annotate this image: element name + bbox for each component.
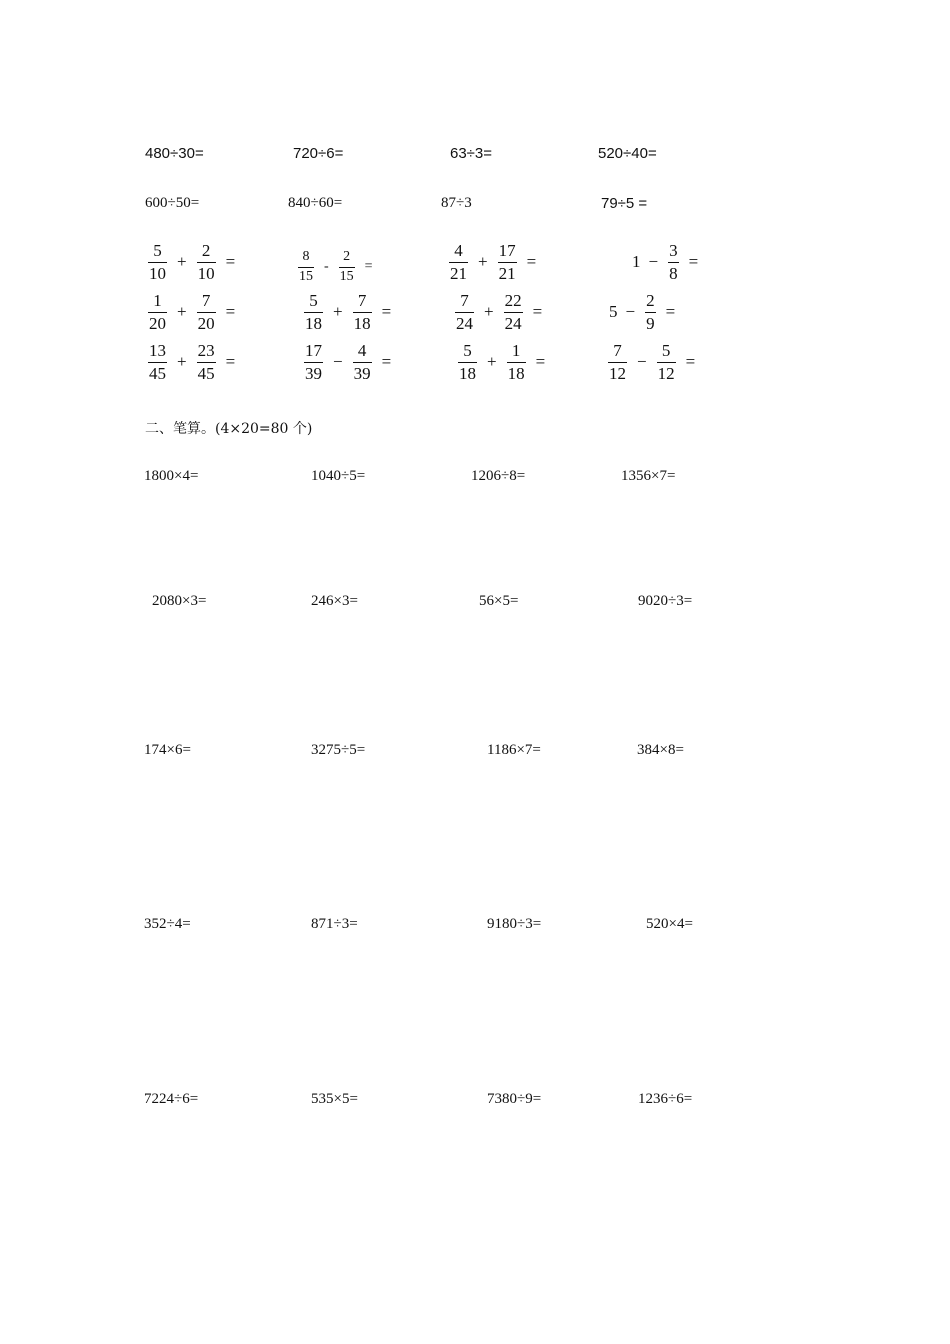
- fraction: $\frac{5}{18}$: [459, 341, 476, 383]
- problem: 63÷3=: [450, 145, 493, 162]
- problem: 1206÷8=: [471, 468, 526, 484]
- fraction: $\frac{5}{18}$: [305, 291, 322, 333]
- fraction-problem: $\frac{5}{10}$ + $\frac{2}{10}$ =: [149, 241, 236, 283]
- fraction: $\frac{2}{15}$: [339, 249, 354, 284]
- problem: 600÷50=: [145, 195, 200, 211]
- problem: 1356×7=: [621, 468, 676, 484]
- problem: 246×3=: [311, 593, 358, 609]
- problem: 56×5=: [479, 593, 519, 609]
- problem: 535×5=: [311, 1091, 358, 1107]
- fraction: $\frac{22}{24}$: [504, 291, 522, 333]
- fraction-problem: $\frac{1}{20}$ + $\frac{7}{20}$ =: [149, 291, 236, 333]
- problem: 2080×3=: [152, 593, 207, 609]
- fraction: $\frac{17}{39}$: [305, 341, 322, 383]
- fraction: $\frac{7}{20}$: [197, 291, 215, 333]
- problem: 480÷30=: [145, 145, 204, 162]
- fraction-problem: $\frac{13}{45}$ + $\frac{23}{45}$ =: [149, 341, 236, 383]
- problem: 7224÷6=: [144, 1091, 199, 1107]
- fraction-problem: $\frac{7}{24}$ + $\frac{22}{24}$ =: [456, 291, 543, 333]
- fraction: $\frac{17}{21}$: [498, 241, 516, 283]
- problem: 7380÷9=: [487, 1091, 542, 1107]
- fraction: $\frac{23}{45}$: [197, 341, 215, 383]
- problem: 384×8=: [637, 742, 684, 758]
- fraction: $\frac{13}{45}$: [149, 341, 166, 383]
- problem: 9180÷3=: [487, 916, 542, 932]
- problem: 520÷40=: [598, 145, 657, 162]
- fraction-problem: $\frac{8}{15}$ - $\frac{2}{15}$ =: [299, 249, 373, 284]
- problem: 9020÷3=: [638, 593, 693, 609]
- fraction: $\frac{2}{10}$: [197, 241, 215, 283]
- problem: 1040÷5=: [311, 468, 366, 484]
- problem: 840÷60=: [288, 195, 343, 211]
- problem: 1800×4=: [144, 468, 199, 484]
- fraction: $\frac{1}{18}$: [507, 341, 525, 383]
- problem: 79÷5 =: [601, 195, 648, 212]
- fraction-problem: $\frac{7}{12}$ − $\frac{5}{12}$ =: [609, 341, 696, 383]
- fraction: $\frac{4}{21}$: [450, 241, 467, 283]
- problem: 174×6=: [144, 742, 191, 758]
- fraction-problem: $\frac{5}{18}$ + $\frac{7}{18}$ =: [305, 291, 392, 333]
- problem: 1186×7=: [487, 742, 541, 758]
- fraction-problem: 1 − $\frac{3}{8}$ =: [632, 241, 699, 283]
- fraction-problem: 5 − $\frac{2}{9}$ =: [609, 291, 676, 333]
- problem: 1236÷6=: [638, 1091, 693, 1107]
- problem: 87÷3: [441, 195, 472, 211]
- section-heading: 二、笔算。(4×20=80 个): [145, 421, 313, 437]
- fraction: $\frac{8}{15}$: [299, 249, 313, 284]
- fraction: $\frac{7}{24}$: [456, 291, 473, 333]
- fraction-problem: $\frac{17}{39}$ − $\frac{4}{39}$ =: [305, 341, 392, 383]
- fraction: $\frac{1}{20}$: [149, 291, 166, 333]
- fraction-problem: $\frac{5}{18}$ + $\frac{1}{18}$ =: [459, 341, 546, 383]
- problem: 871÷3=: [311, 916, 358, 932]
- problem: 520×4=: [646, 916, 693, 932]
- fraction-problem: $\frac{4}{21}$ + $\frac{17}{21}$ =: [450, 241, 537, 283]
- fraction: $\frac{7}{18}$: [353, 291, 371, 333]
- fraction: $\frac{5}{12}$: [657, 341, 675, 383]
- fraction: $\frac{2}{9}$: [646, 291, 655, 333]
- fraction: $\frac{4}{39}$: [353, 341, 371, 383]
- problem: 3275÷5=: [311, 742, 366, 758]
- fraction: $\frac{3}{8}$: [669, 241, 678, 283]
- fraction: $\frac{5}{10}$: [149, 241, 166, 283]
- problem: 720÷6=: [293, 145, 344, 162]
- problem: 352÷4=: [144, 916, 191, 932]
- fraction: $\frac{7}{12}$: [609, 341, 626, 383]
